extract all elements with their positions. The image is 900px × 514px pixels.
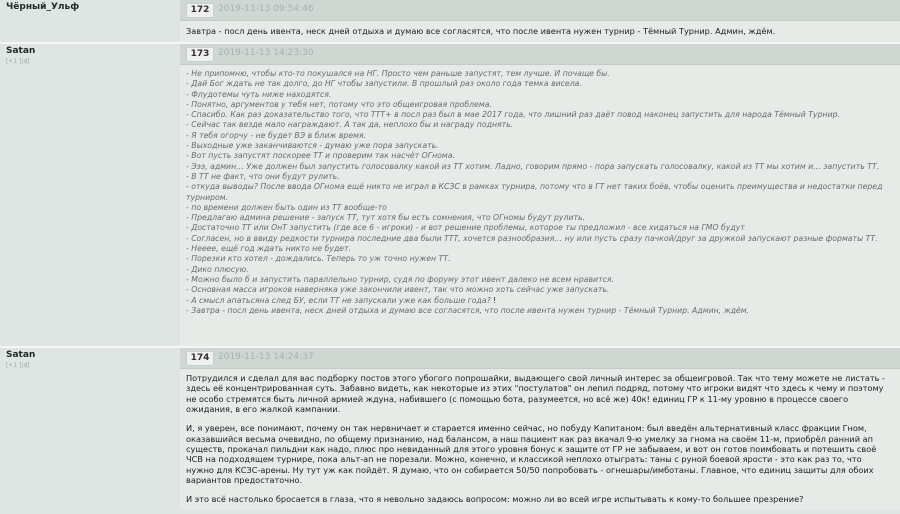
post-paragraph: И, я уверен, все понимают, почему он так нервничает и старается именно сейчас, но побуду Капитаном: был введён альтернативный класс фракции Гном, оказавшийся весьма очевидно, по общему признанию, над балансом, а наш пациент как раз вкачал 9-ю умелку за гнома на своём 11-м, приобрёл ранний ап существ, прокачал пильдни как надо, плюс про невиданный для этого уровня бонус к защите от ГР не забываем, и вот он готов поимбовать и потешить своё ЧСВ на подходящем турнире, пока альт-ап не порезали. Можно, конечно, и классикой неплохо отыграть: таны с руной боевой ярости - это как раз то, что нужно для КСЗС-арены. Ну тут уж как пойдёт. Я думаю, что он собирается 50/50 попробовать - огнешары/имботаны. Главное, что единиц защиты для обоих вариантов предостаточно.: [186, 423, 877, 486]
quote-list: [186, 69, 892, 316]
quote-line: - по времени должен быть один из ТТ вообще-то: [186, 202, 387, 212]
post-number[interactable]: 174: [186, 351, 214, 366]
quote-line: - Дико плюсую.: [186, 264, 249, 274]
post-174: [0, 348, 900, 510]
post-body: [180, 65, 900, 346]
quote-line: - Понятно, аргументов у тебя нет, потому что это общеигровая проблема.: [186, 99, 492, 109]
post-paragraph: И это всё настолько бросается в глаза, что я невольно задаюсь вопросом: можно ли во всей игре испытывать к кому-то большее презрение?: [186, 494, 804, 505]
quote-line: - откуда выводы? После ввода ОГнома ещё никто не играл в КСЗС в рамках турнира, потому что в ГТ нет таких боёв, чтобы оценить преимущества и недостатки перед турниром.: [186, 182, 883, 202]
author-name[interactable]: Satan: [6, 350, 36, 360]
quote-line: - Завтра - посл день ивента, неск дней отдыха и думаю все согласятся, что после ивента нужен турнир - Тёмный Турнир. Админ, ждём.: [186, 305, 750, 315]
post-sidebar: [0, 348, 178, 510]
quote-line: - Нееее, ещё год ждать никто не будет.: [186, 244, 351, 254]
quote-line: - Предлагаю админа решение - запуск ТТ, тут хотя бы есть сомнения, что ОГномы будут рулить.: [186, 213, 586, 223]
post-number[interactable]: 173: [186, 47, 214, 62]
post-date: 2019-11-13 14:24:37: [218, 352, 314, 362]
post-body: [180, 21, 900, 42]
quote-line: - Выходные уже заканчиваются - думаю уже пора запускать.: [186, 141, 439, 151]
post-date: 2019-11-13 09:54:46: [218, 4, 314, 14]
quote-line: - Основная масса игроков наверняка уже закончили ивент, так что можно хоть сейчас уже запускать.: [186, 285, 610, 295]
quote-line: - Спасибо. Как раз доказательство того, что ТТТ+ в посл раз был в мае 2017 года, что лишний раз даёт повод наконец запустить для народа Тёмный Турнир.: [186, 110, 841, 120]
post-header: [180, 44, 900, 65]
post-173: [0, 44, 900, 346]
quote-line: [186, 296, 892, 306]
post-paragraph: Потрудился и сделал для вас подборку постов этого убогого попрошайки, выдающего свой личный интерес за общеигровой. Так что тему можете не листать - здесь её концентрированная суть. Забавно видеть, как некоторые из этих "постулатов" он лепил подряд, потому что игроки видят что здесь к чему и поэтому не особо стремятся быть личной армией ждуна, набившего (с помощью бота, разумеется, но всё же) 40к! единиц ГР к 11-му уровню в процессе своего ожидания, в его жалкой кампании.: [186, 373, 885, 415]
post-number[interactable]: 172: [186, 3, 214, 18]
quote-line: - Не припомню, чтобы кто-то покушался на НГ. Просто чем раньше запустят, тем лучше. И почаще бы.: [186, 69, 610, 78]
author-name[interactable]: Чёрный_Ульф: [6, 2, 80, 12]
quote-line-text: - А смысл апатьсяна след БУ, если ТТ не запускали уже как больше года?: [186, 295, 491, 305]
quote-suffix: !: [490, 295, 497, 305]
quote-line: - Достаточно ТТ или ОнТ запустить (где все 6 - игроки) - и вот решение проблемы, которое ты предложил - все хидаться на ГМО будут: [186, 223, 745, 233]
post-date: 2019-11-13 14:23:30: [218, 48, 314, 58]
quote-line: - Дай Бог ждать не так долго, до НГ чтобы запустили. В прошлый раз около года темка висела.: [186, 79, 582, 89]
quote-line: - Согласен, но в ввиду редкости турнира последние два были ТТТ, хочется разнообразия… ну или пусть сразу пачкой/друг за дружкой запускают разные форматы ТТ.: [186, 233, 878, 243]
post-header: [180, 348, 900, 369]
post-header: [180, 0, 900, 21]
quote-line: - Порезки кто хотел - дождались. Теперь то уж точно нужен ТТ.: [186, 254, 451, 264]
post-body: [180, 369, 900, 510]
post-172: [0, 0, 900, 42]
author-status: [+1 ]¦d]: [6, 362, 30, 369]
post-sidebar: [0, 0, 178, 42]
quote-line: - Я тебя огорчу - не будет ВЭ в ближ время.: [186, 130, 367, 140]
quote-line: - Флудотемы чуть ниже находятся.: [186, 89, 332, 99]
quote-line: - Можно было б и запустить параллельно турнир, судя по форуму этот ивент далеко не всем нравится.: [186, 274, 614, 284]
quote-line: - В ТТ не факт, что они будут рулить.: [186, 171, 340, 181]
post-sidebar: [0, 44, 178, 346]
post-text: Завтра - посл день ивента, неск дней отдыха и думаю все согласятся, что после ивента нужен турнир - Тёмный Турнир. Админ, ждём.: [186, 26, 776, 36]
post-text: [186, 373, 892, 514]
author-name[interactable]: Satan: [6, 46, 36, 56]
author-status: [+1 ]¦d]: [6, 58, 30, 65]
quote-line: - Эээ, админ… Уже должен был запустить голосовалку какой из ТТ хотим. Ладно, говорим прямо - пора запускать голосовалку, какой из ТТ мы хотим и… запустить ТТ.: [186, 161, 880, 171]
quote-line: - Сейчас так везде мало награждают. А так да, неплохо бы и награду поднять.: [186, 120, 514, 130]
quote-line: - Вот пусть запустят поскорее ТТ и проверим так насчёт ОГнома.: [186, 151, 455, 161]
